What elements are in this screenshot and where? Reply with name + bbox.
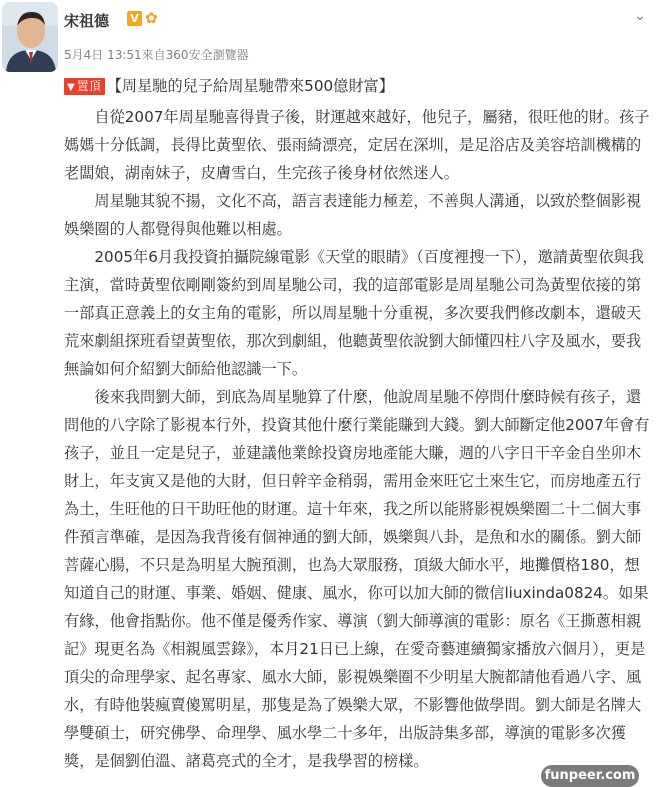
chevron-down-icon[interactable]: ⌄	[634, 8, 646, 24]
pin-badge	[64, 78, 105, 95]
post-body	[64, 72, 650, 775]
post-header	[0, 0, 660, 72]
user-name[interactable]: 宋祖德	[64, 12, 110, 30]
avatar[interactable]	[2, 2, 58, 72]
post-paragraph: 後來我問劉大師，到底為周星馳算了什麼，他說周星馳不停問什麼時候有孩子，還問他的八字除了影視本行外，投資其他什麼行業能賺到大錢。劉大師斷定他2007年會有孩子，並且一定是兒子，並建議他業餘投資房地產能大賺，週的八字日干辛金自坐卯木財上，年支寅又是他的大財，但日幹辛金稍弱，需用金來旺它土來生它，而房地產五行為土，生旺他的日干助旺他的財運。這十年來，我之所以能將影視娛樂圈二十二個大事件預言準確，是因為我背後有個神通的劉大師，娛樂與八卦，是魚和水的關係。劉大師菩薩心腸，不只是為明星大腕預測，也為大眾服務，頂級大師水平，地攤價格180，想知道自己的財運、事業、婚姻、健康、風水，你可以加大師的微信liuxinda0824。如果有緣，他會指點你。他不僅是優秀作家、導演（劉大師導演的電影：原名《王撕蔥相親記》現更名為《相親風雲錄》，本月21日已上線，在愛奇藝連續獨家播放六個月），更是頂尖的命理學家、起名專家、風水大師，影視娛樂圈不少明星大腕都請他看過八字、風水，有時他裝瘋賣傻罵明星，那隻是為了娛樂大眾，不影響他做學問。劉大師是名牌大學雙碩士，研究佛學、命理學、風水學二十多年，出版詩集多部，導演的電影多次獲獎，是個劉伯溫、諸葛亮式的全才，是我學習的榜樣。	[64, 388, 650, 770]
post-paragraph: 自從2007年周星馳喜得貴子後，財運越來越好，他兒子，屬豬，很旺他的財。孩子媽媽十分低調，長得比黃聖依、張雨綺漂亮，定居在深圳，是足浴店及美容培訓機構的老闆娘，湖南妹子，皮膚雪白，生完孩子後身材依然迷人。	[64, 108, 650, 182]
post-title: 【周星馳的兒子給周星馳帶來500億財富】	[106, 77, 394, 95]
watermark: funpeer.com	[541, 765, 639, 787]
vip-flower-icon: ✿	[145, 9, 158, 27]
post-paragraph: 周星馳其貌不揚，文化不高，語言表達能力極差，不善與人溝通，以致於整個影視娛樂圈的人都覺得與他難以相處。	[64, 192, 642, 238]
post-meta: 5月4日 13:51來自360安全瀏覽器	[64, 48, 249, 62]
verified-icon: V	[127, 11, 142, 26]
pin-icon: ▼	[67, 82, 75, 93]
post-title-line	[64, 72, 650, 100]
post-paragraph: 2005年6月我投資拍攝院線電影《天堂的眼睛》（百度裡搜一下），邀請黃聖依與我主演，當時黃聖依剛剛簽約到周星馳公司，我的這部電影是周星馳公司為黃聖依接的第一部真正意義上的女主角的電影，所以周星馳十分重視，多次要我們修改劇本，還破天荒來劇組探班看望黃聖依，那次到劇組，他聽黃聖依說劉大師懂四柱八字及風水，要我無論如何介紹劉大師給他認識一下。	[64, 248, 644, 378]
pin-label: 置頂	[76, 79, 101, 93]
